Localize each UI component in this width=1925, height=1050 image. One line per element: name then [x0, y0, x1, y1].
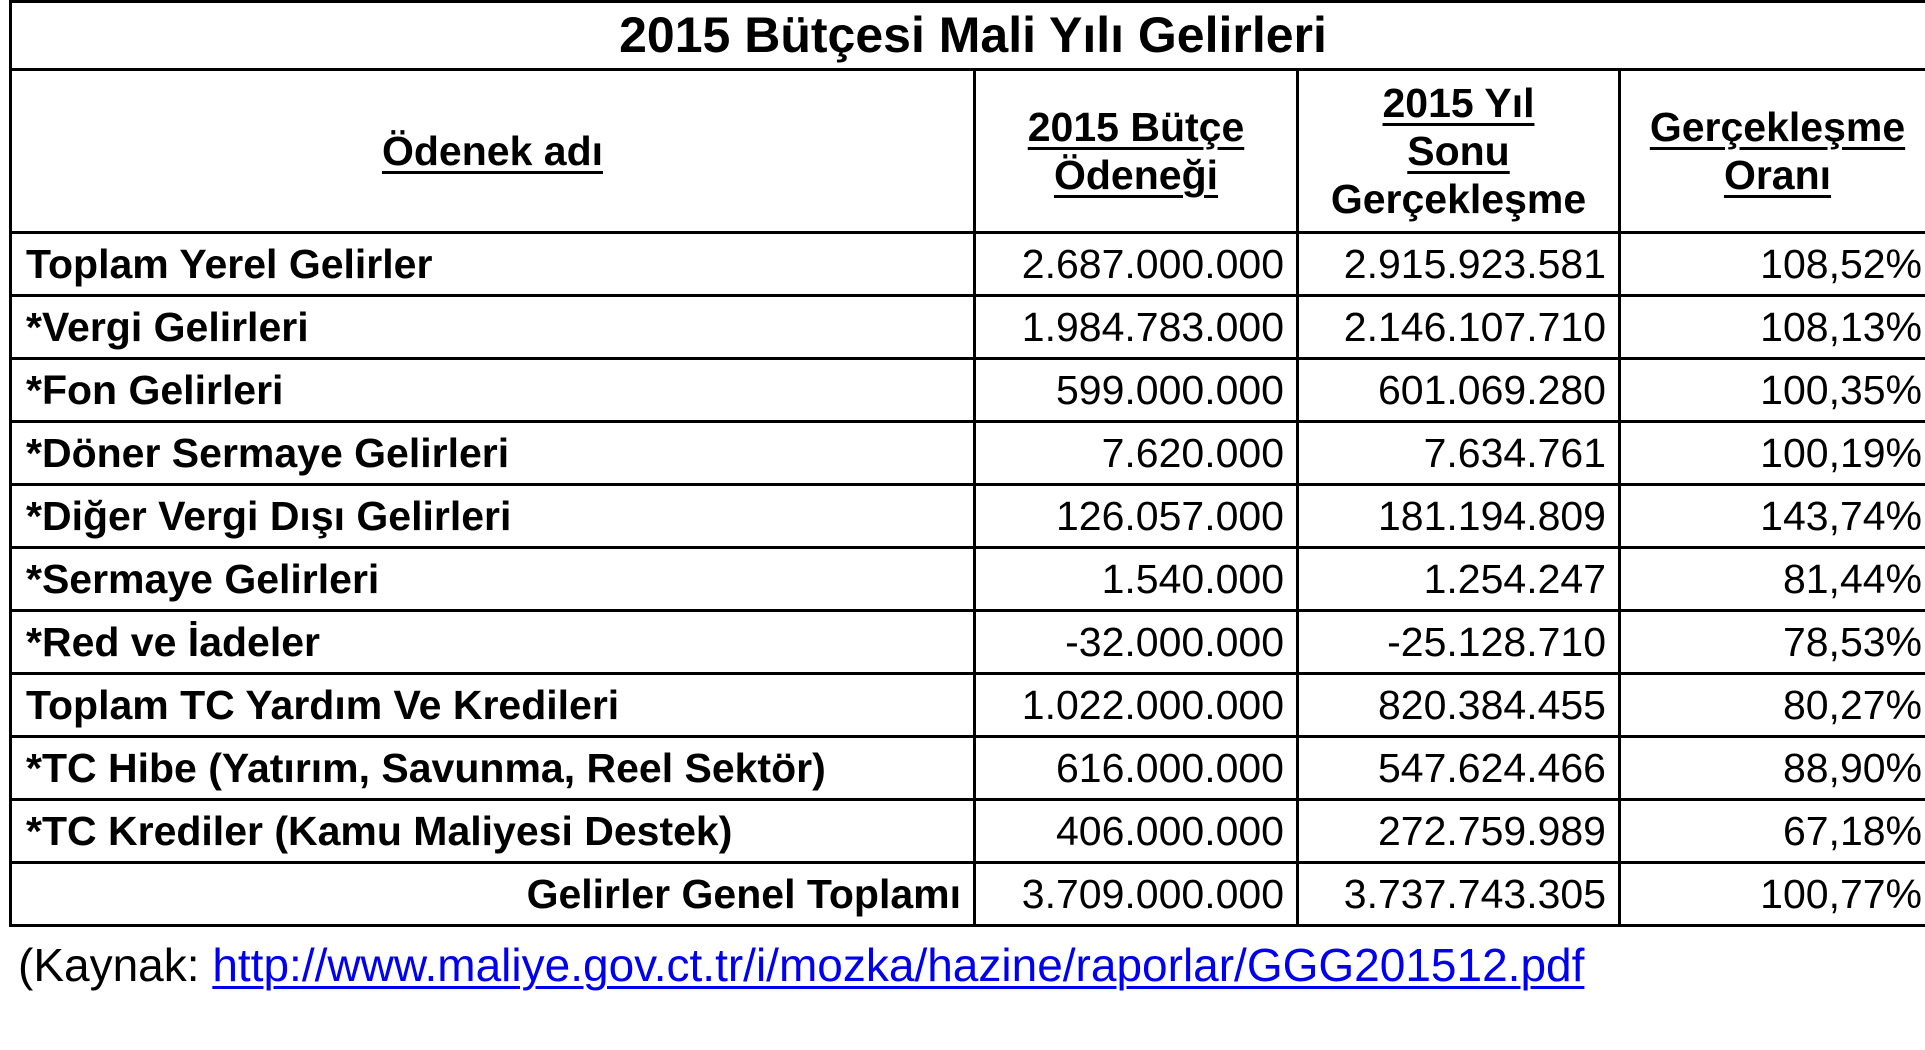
header-actual-line1: 2015 Yıl	[1382, 80, 1535, 126]
row-name: Toplam TC Yardım Ve Kredileri	[11, 674, 975, 737]
row-actual: 181.194.809	[1298, 485, 1620, 548]
header-rate-line1: Gerçekleşme	[1649, 104, 1906, 150]
row-rate: 108,52%	[1620, 233, 1925, 296]
row-name: *Döner Sermaye Gelirleri	[11, 422, 975, 485]
row-rate: 108,13%	[1620, 296, 1925, 359]
table-row	[11, 737, 1925, 800]
total-rate: 100,77%	[1620, 863, 1925, 926]
header-actual-line2: Sonu	[1407, 128, 1510, 174]
row-rate: 81,44%	[1620, 548, 1925, 611]
row-rate: 100,19%	[1620, 422, 1925, 485]
header-rate-line2: Oranı	[1723, 152, 1832, 198]
header-name	[11, 70, 975, 233]
header-row	[11, 70, 1925, 233]
total-row	[11, 863, 1925, 926]
row-rate: 100,35%	[1620, 359, 1925, 422]
table-row	[11, 674, 1925, 737]
row-name: Toplam Yerel Gelirler	[11, 233, 975, 296]
row-rate: 78,53%	[1620, 611, 1925, 674]
row-actual: -25.128.710	[1298, 611, 1620, 674]
row-actual: 601.069.280	[1298, 359, 1620, 422]
row-name: *Fon Gelirleri	[11, 359, 975, 422]
table-row	[11, 296, 1925, 359]
row-budget: -32.000.000	[975, 611, 1298, 674]
source-link[interactable]: http://www.maliye.gov.ct.tr/i/mozka/hazine/raporlar/GGG201512.pdf	[212, 939, 1585, 991]
row-budget: 1.984.783.000	[975, 296, 1298, 359]
table-row	[11, 611, 1925, 674]
row-actual: 272.759.989	[1298, 800, 1620, 863]
header-rate	[1620, 70, 1925, 233]
table-row	[11, 548, 1925, 611]
row-actual: 547.624.466	[1298, 737, 1620, 800]
row-actual: 1.254.247	[1298, 548, 1620, 611]
row-name: *Red ve İadeler	[11, 611, 975, 674]
row-name: *Diğer Vergi Dışı Gelirleri	[11, 485, 975, 548]
header-budget-line1: 2015 Bütçe	[1027, 104, 1245, 150]
row-rate: 67,18%	[1620, 800, 1925, 863]
row-budget: 616.000.000	[975, 737, 1298, 800]
row-budget: 7.620.000	[975, 422, 1298, 485]
table-row	[11, 359, 1925, 422]
row-rate: 143,74%	[1620, 485, 1925, 548]
header-budget	[975, 70, 1298, 233]
header-budget-line2: Ödeneği	[1053, 152, 1219, 198]
row-budget: 1.540.000	[975, 548, 1298, 611]
row-actual: 7.634.761	[1298, 422, 1620, 485]
row-rate: 80,27%	[1620, 674, 1925, 737]
budget-table	[9, 0, 1925, 927]
row-budget: 2.687.000.000	[975, 233, 1298, 296]
row-budget: 126.057.000	[975, 485, 1298, 548]
total-budget: 3.709.000.000	[975, 863, 1298, 926]
row-budget: 599.000.000	[975, 359, 1298, 422]
total-name: Gelirler Genel Toplamı	[11, 863, 975, 926]
table-row	[11, 233, 1925, 296]
row-name: *TC Hibe (Yatırım, Savunma, Reel Sektör)	[11, 737, 975, 800]
header-name-label: Ödenek adı	[381, 128, 603, 174]
row-actual: 820.384.455	[1298, 674, 1620, 737]
row-rate: 88,90%	[1620, 737, 1925, 800]
row-actual: 2.915.923.581	[1298, 233, 1620, 296]
row-name: *Sermaye Gelirleri	[11, 548, 975, 611]
row-budget: 1.022.000.000	[975, 674, 1298, 737]
table-title: 2015 Bütçesi Mali Yılı Gelirleri	[11, 2, 1925, 70]
table-row	[11, 800, 1925, 863]
row-budget: 406.000.000	[975, 800, 1298, 863]
row-name: *TC Krediler (Kamu Maliyesi Destek)	[11, 800, 975, 863]
row-actual: 2.146.107.710	[1298, 296, 1620, 359]
row-name: *Vergi Gelirleri	[11, 296, 975, 359]
table-row	[11, 485, 1925, 548]
header-actual	[1298, 70, 1620, 233]
table-row	[11, 422, 1925, 485]
header-actual-line3: Gerçekleşme	[1330, 176, 1587, 222]
total-actual: 3.737.743.305	[1298, 863, 1620, 926]
source-note	[18, 938, 1584, 992]
source-prefix: (Kaynak:	[18, 939, 213, 991]
